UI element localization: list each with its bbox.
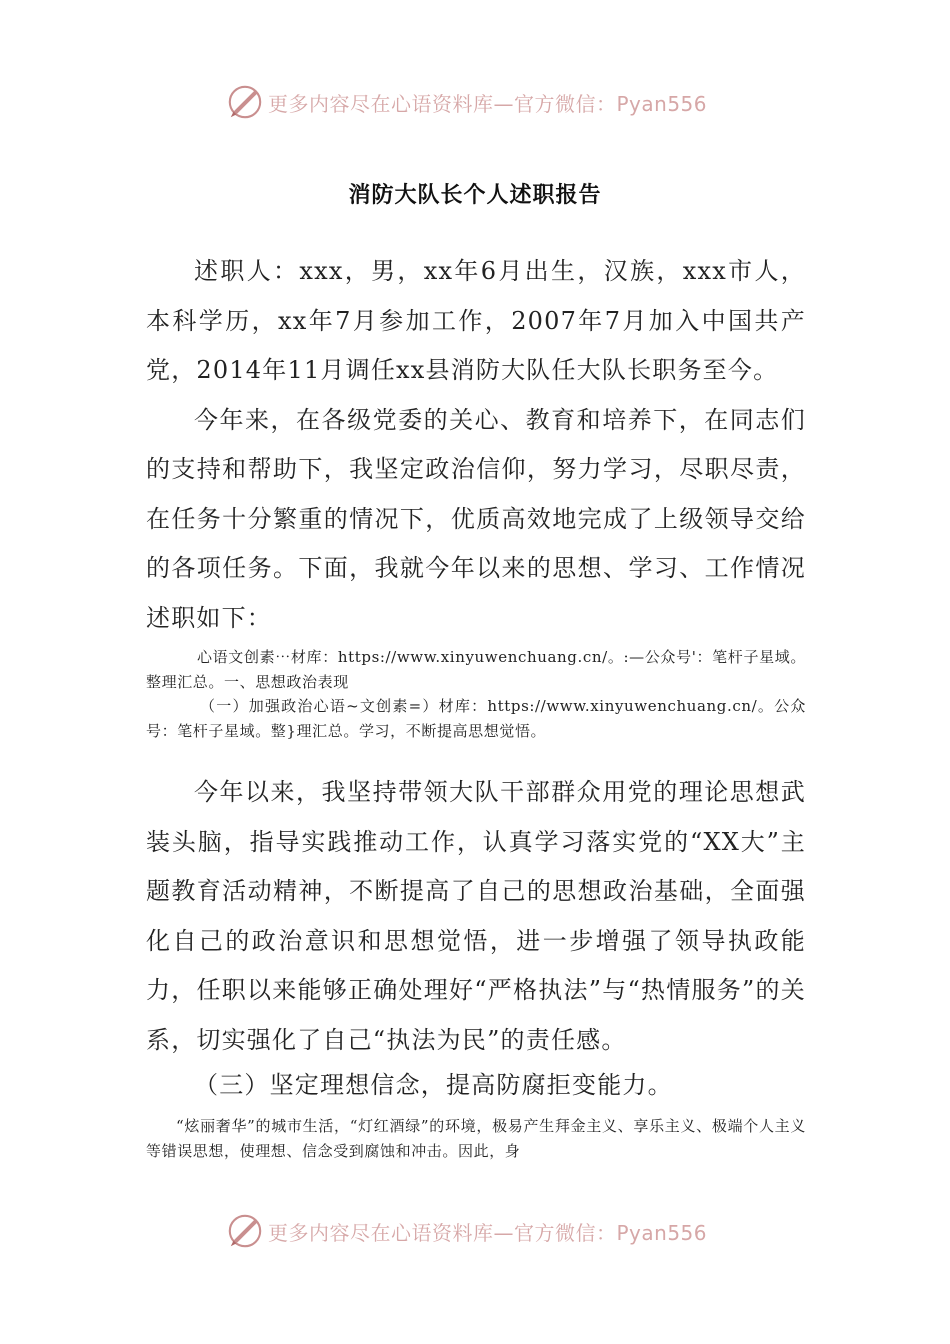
body-block-1 (146, 247, 806, 643)
small-text-block-2 (146, 1114, 806, 1163)
small-paragraph-source-2: （一）加强政治心语~文创素=）材库：https://www.xinyuwenchuang.cn/。公众号：笔杆子星域。整}理汇总。学习，不断提高思想觉悟。 (146, 697, 806, 740)
paragraph-intro: 述职人：xxx，男，xx年6月出生，汉族，xxx市人，本科学历，xx年7月参加工作，2007年7月加入中国共产党，2014年11月调任xx县消防大队任大队长职务至今。 (146, 257, 806, 384)
document-title: 消防大队长个人述职报告 (348, 182, 602, 208)
banner-text: 更多内容尽在心语资料库—官方微信：Pyan556 (268, 1220, 708, 1245)
header-watermark-banner (226, 80, 746, 124)
paragraph-political-study: 今年以来，我坚持带领大队干部群众用党的理论思想武装头脑，指导实践推动工作，认真学习落实党的“XX大”主题教育活动精神，不断提高了自己的思想政治基础，全面强化自己的政治意识和思想觉悟，进一步增强了领导执政能力，任职以来能够正确处理好“严格执法”与“热情服务”的关系，切实强化了自己“执法为民”的责任感。 (146, 778, 806, 1054)
banner-text: 更多内容尽在心语资料库—官方微信：Pyan556 (268, 91, 708, 116)
footer-watermark-banner (226, 1209, 746, 1253)
section-heading-3: （三）坚定理想信念，提高防腐拒变能力。 (194, 1071, 673, 1099)
small-paragraph-ideals: “炫丽奢华”的城市生活，“灯红酒绿”的环境，极易产生拜金主义、享乐主义、极端个人主义等错误思想，使理想、信念受到腐蚀和冲击。因此，身 (146, 1117, 806, 1160)
paragraph-overview: 今年来，在各级党委的关心、教育和培养下，在同志们的支持和帮助下，我坚定政治信仰，努力学习，尽职尽责，在任务十分繁重的情况下，优质高效地完成了上级领导交给的各项任务。下面，我就今年以来的思想、学习、工作情况述职如下： (146, 405, 806, 632)
body-block-2 (146, 768, 806, 1065)
fountain-pen-logo-icon (226, 83, 264, 121)
small-paragraph-source-1: 心语文创素⋯材库：https://www.xinyuwenchuang.cn/。:—公众号'：笔杆子星域。整理汇总。一、思想政治表现 (146, 648, 806, 691)
fountain-pen-logo-icon (226, 1212, 264, 1250)
small-text-block-1 (146, 645, 806, 743)
